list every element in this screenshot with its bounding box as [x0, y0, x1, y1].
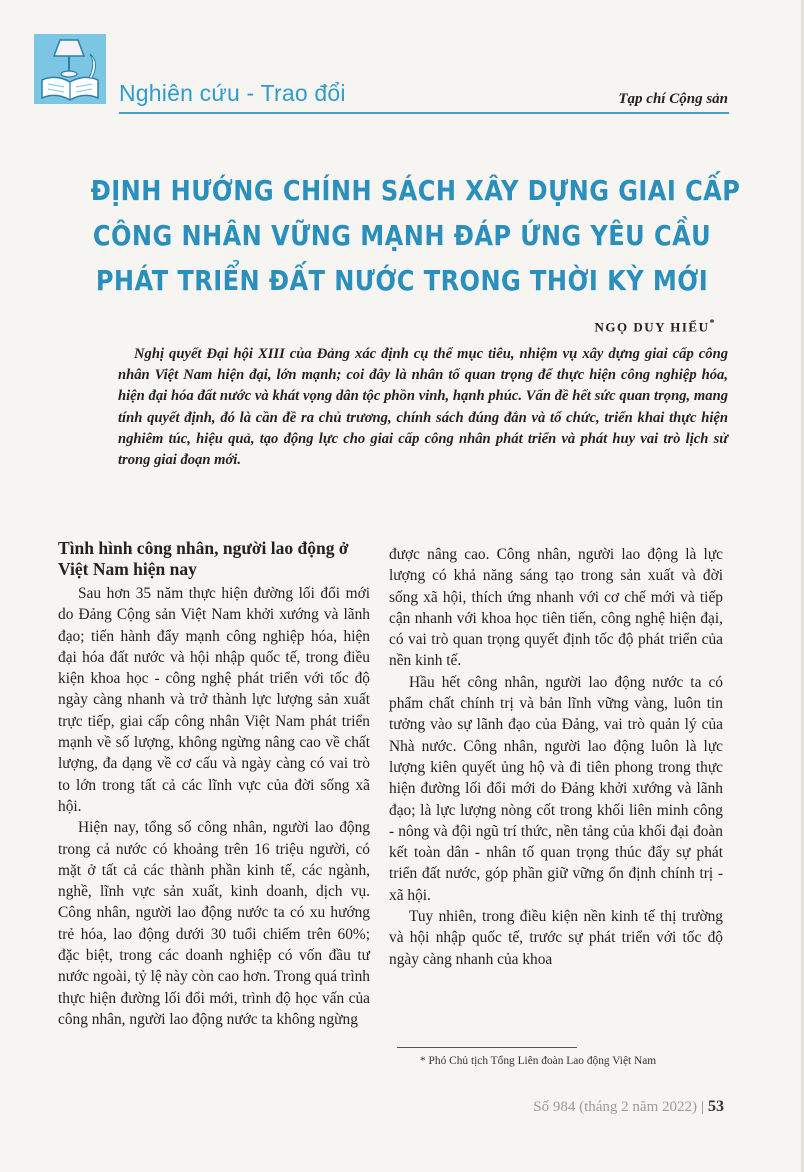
- article-title: [90, 168, 741, 303]
- page-number: 53: [708, 1098, 724, 1115]
- paragraph: Tuy nhiên, trong điều kiện nền kinh tế thị trường và hội nhập quốc tế, trước sự phát triển với tốc độ ngày càng nhanh của khoa: [389, 908, 723, 968]
- lamp-and-book-icon: [34, 34, 106, 104]
- paragraph: Sau hơn 35 năm thực hiện đường lối đổi mới do Đảng Cộng sản Việt Nam khởi xướng và lãnh đạo; tiến hành đẩy mạnh công nghiệp hóa, hiện đại hóa đất nước và hội nhập quốc tế, trong điều kiện khoa học - công nghệ phát triển với tốc độ ngày càng nhanh và trở thành lực lượng sản xuất trực tiếp, giai cấp công nhân Việt Nam phát triển mạnh về số lượng, không ngừng nâng cao về chất lượng, đa dạng về cơ cấu và ngày càng có vai trò to lớn trong tất cả các lĩnh vực của đời sống xã hội.: [58, 585, 370, 815]
- author-byline: [594, 318, 716, 335]
- section-label: Nghiên cứu - Trao đổi: [119, 80, 346, 106]
- header-rule: [119, 112, 729, 114]
- body-column-right: [389, 544, 723, 970]
- body-column-left: [58, 538, 370, 1030]
- title-line-2: CÔNG NHÂN VỮNG MẠNH ĐÁP ỨNG YÊU CẦU: [92, 219, 712, 252]
- section-logo: [34, 34, 106, 104]
- author-footnote-mark: *: [709, 318, 716, 329]
- author-footnote: * Phó Chủ tịch Tổng Liên đoàn Lao động Việt Nam: [420, 1055, 657, 1067]
- footer-separator: |: [700, 1099, 704, 1115]
- title-line-1: ĐỊNH HƯỚNG CHÍNH SÁCH XÂY DỰNG GIAI CẤP: [90, 174, 741, 207]
- title-line-3: PHÁT TRIỂN ĐẤT NƯỚC TRONG THỜI KỲ MỚI: [95, 264, 709, 297]
- section-heading: Tình hình công nhân, người lao động ở Việt Nam hiện nay: [58, 538, 349, 579]
- page-footer: [533, 1098, 724, 1116]
- paragraph: Hiện nay, tổng số công nhân, người lao động trong cả nước có khoảng trên 16 triệu người, có mặt ở tất cả các thành phần kinh tế, các ngành, nghề, lĩnh vực sản xuất, kinh doanh, dịch vụ. Công nhân, người lao động nước ta có xu hướng trẻ hóa, lao động dưới 30 tuổi chiếm trên 60%; đặc biệt, trong các doanh nghiệp có vốn đầu tư nước ngoài, tỷ lệ này còn cao hơn. Trong quá trình thực hiện đường lối đổi mới, trình độ học vấn của công nhân, người lao động nước ta không ngừng: [58, 819, 370, 1028]
- author-name: NGỌ DUY HIỂU: [594, 319, 710, 335]
- article-abstract: Nghị quyết Đại hội XIII của Đảng xác định cụ thể mục tiêu, nhiệm vụ xây dựng giai cấp công nhân Việt Nam hiện đại, lớn mạnh; coi đây là nhân tố quan trọng để thực hiện công nghiệp hóa, hiện đại hóa đất nước và khát vọng dân tộc phồn vinh, hạnh phúc. Vấn đề hết sức quan trọng, mang tính quyết định, đó là cần đề ra chủ trương, chính sách đúng đắn và tổ chức, triển khai thực hiện nghiêm túc, hiệu quả, tạo động lực cho giai cấp công nhân phát triển và phát huy vai trò lịch sử trong giai đoạn mới.: [118, 346, 728, 469]
- footnote-rule: [397, 1047, 577, 1048]
- magazine-name: Tạp chí Cộng sản: [618, 91, 728, 107]
- paragraph: Hầu hết công nhân, người lao động nước ta có phẩm chất chính trị và bản lĩnh vững vàng, luôn tin tưởng vào sự lãnh đạo của Đảng, vai trò quản lý của Nhà nước. Công nhân, người lao động luôn là lực lượng kiên quyết ủng hộ và đi tiên phong trong thực hiện đường lối đổi mới do Đảng khởi xướng và lãnh đạo; là lực lượng nòng cốt trong khối liên minh công - nông và đội ngũ trí thức, nền tảng của khối đại đoàn kết toàn dân - nhân tố quan trọng thúc đẩy sự phát triển đất nước, góp phần giữ vững ổn định chính trị - xã hội.: [389, 673, 723, 904]
- issue-info: Số 984 (tháng 2 năm 2022): [533, 1099, 697, 1115]
- paragraph: được nâng cao. Công nhân, người lao động là lực lượng có khả năng sáng tạo trong sản xuất và đời sống xã hội, thích ứng nhanh với cơ chế mới và tiếp cận nhanh với khoa học tiên tiến, công nghệ hiện đại, có vai trò quan trọng quyết định tốc độ phát triển của nền kinh tế.: [389, 546, 723, 670]
